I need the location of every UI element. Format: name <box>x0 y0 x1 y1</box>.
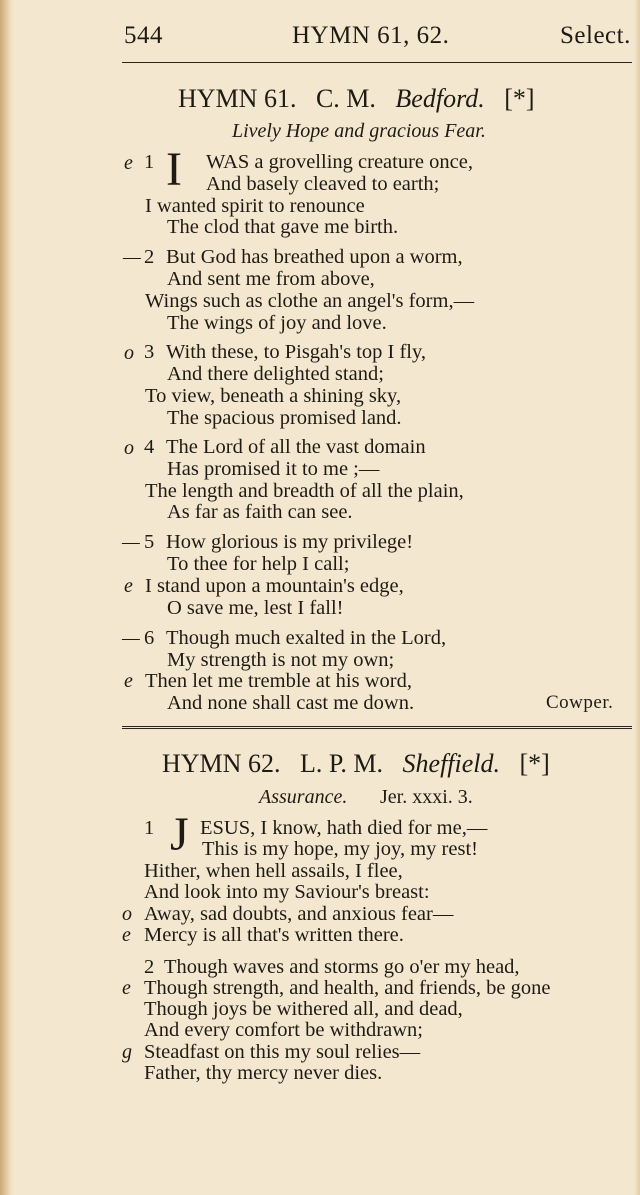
stanza-number: 4 <box>144 436 155 458</box>
stanza-mark: e <box>124 575 133 597</box>
drop-cap: J <box>170 808 189 861</box>
page-edge-right <box>634 0 640 1195</box>
verse-line: Has promised it to me ;— <box>167 458 380 480</box>
verse-line: And sent me from above, <box>167 268 375 290</box>
verse-line: Father, thy mercy never dies. <box>144 1062 383 1084</box>
stanza-mark: e <box>124 670 133 692</box>
verse-line: As far as faith can see. <box>167 501 353 523</box>
verse-line: Away, sad doubts, and anxious fear— <box>144 903 454 925</box>
hymn61-subtitle: Lively Hope and gracious Fear. <box>232 120 486 142</box>
verse-line: My strength is not my own; <box>167 649 395 671</box>
verse-line: Though joys be withered all, and dead, <box>144 998 463 1020</box>
section-label: Select. <box>560 22 631 49</box>
stanza-mark: e <box>122 924 131 946</box>
verse-line: Steadfast on this my soul relies— <box>144 1041 421 1063</box>
stanza-mark: o <box>124 437 134 459</box>
stanza-number: 2 <box>144 246 155 268</box>
verse-line: But God has breathed upon a worm, <box>166 246 463 268</box>
verse-line: The clod that gave me birth. <box>167 216 399 238</box>
page-number: 544 <box>124 22 163 49</box>
hymn61-title: HYMN 61. C. M. Bedford. [*] <box>178 84 535 113</box>
stanza-number: 1 <box>144 151 155 173</box>
verse-line: The wings of joy and love. <box>167 312 387 334</box>
verse-line: To view, beneath a shining sky, <box>145 385 402 407</box>
stanza-mark: — <box>123 246 141 268</box>
page-edge-left <box>0 0 14 1195</box>
stanza-mark: o <box>122 903 132 925</box>
verse-line: And there delighted stand; <box>167 363 384 385</box>
verse-line: How glorious is my privilege! <box>166 531 414 553</box>
stanza-mark: g <box>122 1041 132 1063</box>
stanza-mark: o <box>124 342 134 364</box>
verse-line: Though waves and storms go o'er my head, <box>164 956 520 978</box>
running-title: HYMN 61, 62. <box>292 22 450 49</box>
verse-line: I wanted spirit to renounce <box>145 195 365 217</box>
verse-line: Then let me tremble at his word, <box>145 670 412 692</box>
hymn-divider <box>122 726 632 729</box>
stanza-number: 1 <box>144 817 155 839</box>
drop-cap: I <box>166 143 182 196</box>
verse-line: And none shall cast me down. <box>167 692 415 714</box>
stanza-number: 2 <box>144 956 155 978</box>
verse-line: I stand upon a mountain's edge, <box>145 575 404 597</box>
header-rule <box>122 62 632 63</box>
verse-line: And look into my Saviour's breast: <box>144 881 430 903</box>
stanza-mark: — <box>122 531 140 553</box>
verse-line: WAS a grovelling creature once, <box>206 151 473 173</box>
stanza-mark: — <box>122 627 140 649</box>
stanza-number: 3 <box>144 341 155 363</box>
verse-line: And every comfort be withdrawn; <box>144 1019 423 1041</box>
verse-line: Hither, when hell assails, I flee, <box>144 860 403 882</box>
hymn62-subtitle: Assurance. <box>259 786 348 808</box>
verse-line: Mercy is all that's written there. <box>144 924 404 946</box>
hymn62-title: HYMN 62. L. P. M. Sheffield. [*] <box>162 749 550 778</box>
verse-line: Though much exalted in the Lord, <box>166 627 447 649</box>
scripture-reference: Jer. xxxi. 3. <box>380 786 473 808</box>
verse-line: The length and breadth of all the plain, <box>145 480 464 502</box>
author-attribution: Cowper. <box>546 692 614 713</box>
verse-line: Wings such as clothe an angel's form,— <box>145 290 475 312</box>
verse-line: ESUS, I know, hath died for me,— <box>200 817 488 839</box>
verse-line: This is my hope, my joy, my rest! <box>202 838 478 860</box>
verse-line: O save me, lest I fall! <box>167 597 344 619</box>
stanza-mark: e <box>122 977 131 999</box>
stanza-mark: e <box>124 152 133 174</box>
verse-line: Though strength, and health, and friends, be gone <box>144 977 551 999</box>
verse-line: And basely cleaved to earth; <box>206 173 440 195</box>
verse-line: The spacious promised land. <box>167 407 402 429</box>
verse-line: With these, to Pisgah's top I fly, <box>166 341 427 363</box>
verse-line: To thee for help I call; <box>167 553 350 575</box>
stanza-number: 6 <box>144 627 155 649</box>
verse-line: The Lord of all the vast domain <box>166 436 426 458</box>
stanza-number: 5 <box>144 531 155 553</box>
